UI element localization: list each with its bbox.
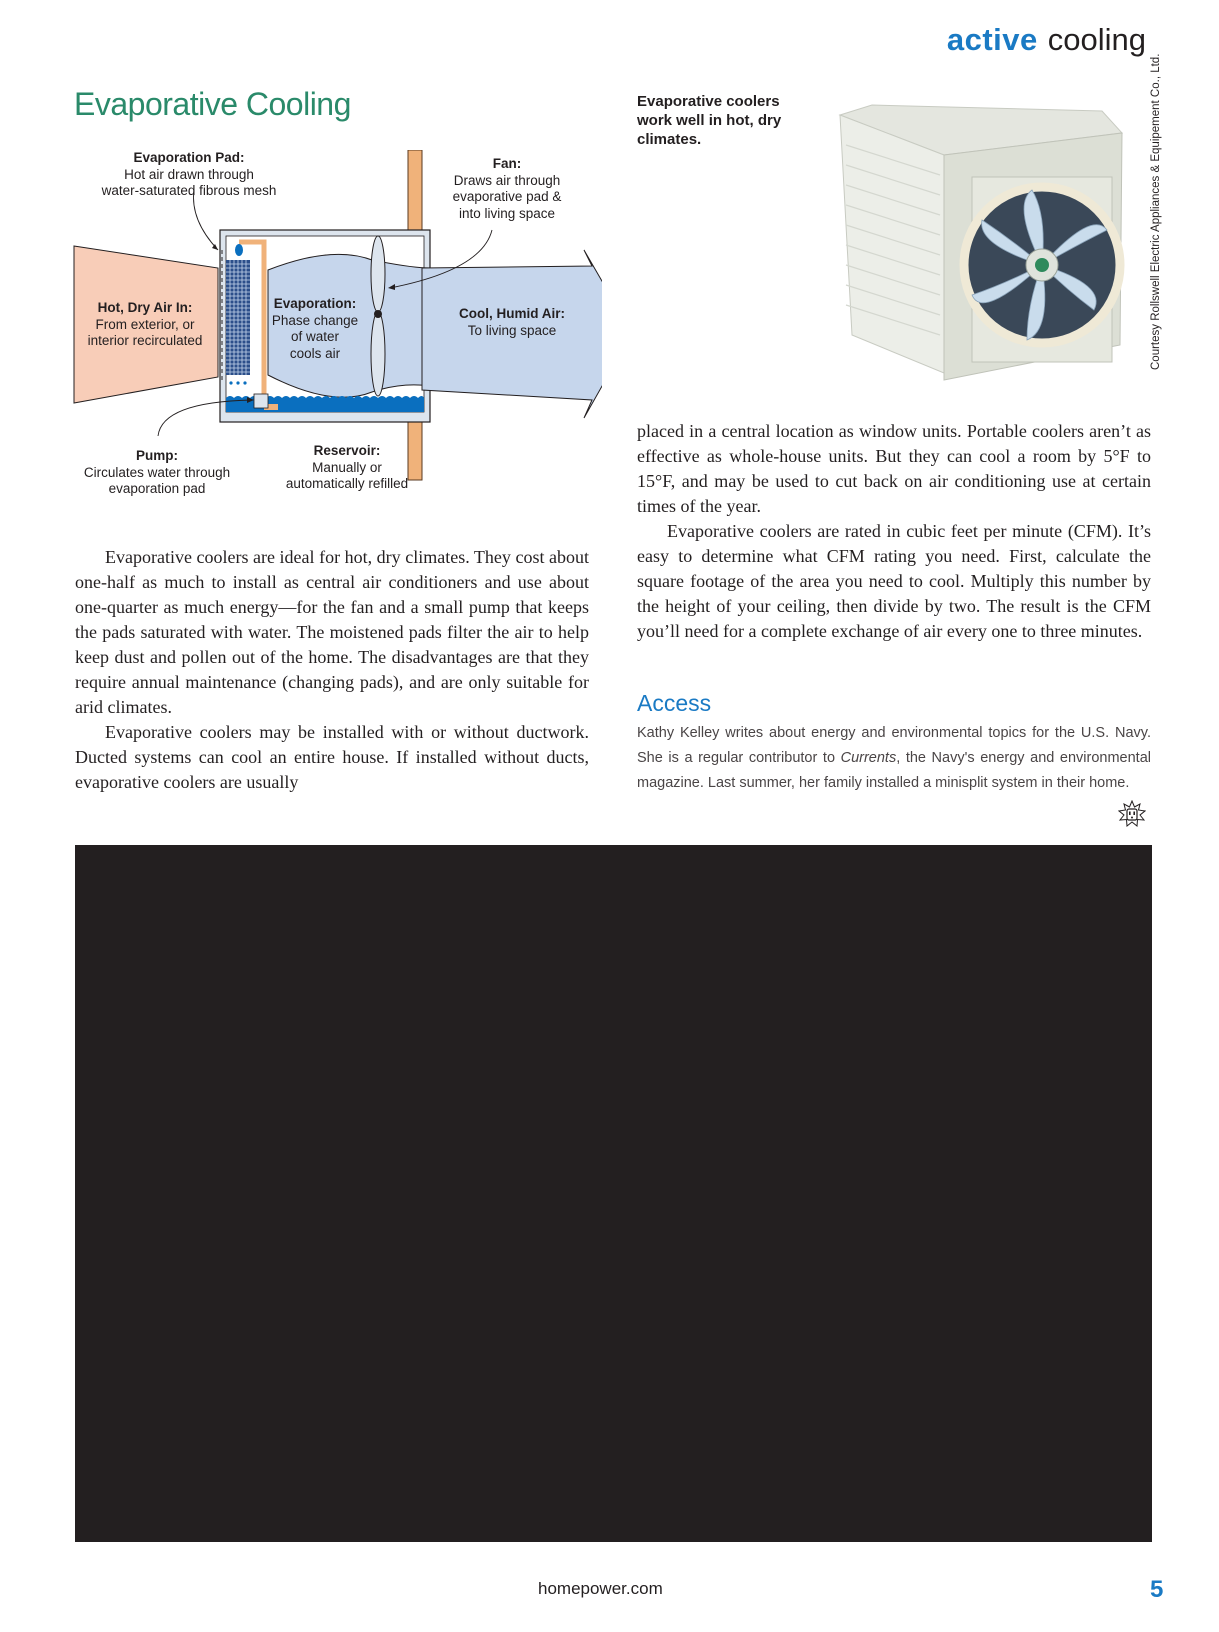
paragraph: Evaporative coolers are rated in cubic feet per minute (CFM). It’s easy to determine what CFM rating you need. First, calculate the square footage of the area you need to cool. Multiply this number by the height of your ceiling, then divide by two. The result is the CFM you’ll need for a complete exchange of air every one to three minutes. [637,521,1151,641]
pump-label-line2: evaporation pad [108,481,206,496]
water-drop [235,244,243,256]
body-column-left [75,545,589,795]
pad-label [84,150,294,200]
evaporation-label [260,296,370,362]
evaporation-label-line3: cools air [289,345,341,361]
pump-label-line1: Circulates water through [83,464,231,480]
body-column-right [637,419,1151,644]
reservoir-label-line1: Manually or [312,459,382,475]
pad-label-title: Evaporation Pad: [133,150,245,165]
pad-drips [229,381,246,384]
pump-label [72,448,242,498]
section-keyword: active [946,22,1038,57]
wall-upper [408,150,422,230]
fan-label-line2: evaporative pad & [452,189,562,204]
page-number: 5 [1150,1576,1164,1603]
fan-blade-bottom [371,312,385,396]
fan-hub [374,310,382,318]
photo-credit-text: Courtesy Rollswell Electric Appliances & Equipement Co., Ltd. [1150,53,1162,370]
evaporation-pad-grid [226,260,250,375]
footer-url[interactable]: homepower.com [538,1579,663,1598]
hot-air-label-line2: interior recirculated [87,333,203,348]
author-bio-text: Kathy Kelley writes about energy and environmental topics for the U.S. Navy. She is a regular contributor to [637,725,1151,766]
evaporation-label-line1: Phase change [271,312,359,328]
fan-blade-top [371,236,385,312]
photo-credit [1147,53,1167,380]
evaporative-cooling-diagram [72,150,602,510]
sun-outlet-icon [1118,800,1146,828]
hot-air-label-title: Hot, Dry Air In: [97,300,193,315]
evaporative-cooler-photo [832,95,1132,390]
section-header [947,22,1146,58]
cooler-illustration [832,95,1132,390]
article-title: Evaporative Cooling [74,86,351,122]
author-bio-text-end: , the Navy's energy and environmental magazine. Last summer, her family installed a minisplit system in their home. [637,750,1151,791]
evaporation-label-line2: of water [290,329,340,344]
reservoir-label-line2: automatically refilled [285,476,409,491]
fan-label-line3: into living space [458,205,556,221]
section-name: cooling [1047,22,1146,57]
fan-label [432,156,582,222]
photo-caption: Evaporative coolers work well in hot, dry climates. [637,93,782,148]
reservoir-label-title: Reservoir: [313,443,381,458]
cool-air-label-line1: To living space [467,322,557,338]
pump-box [254,394,268,408]
paragraph: Evaporative coolers are ideal for hot, dry climates. They cost about one-half as much to install as central air conditioners and use about one-quarter as much energy—for the fan and a small pump that keeps the pads saturated with water. The moistened pads filter the air to help keep dust and pollen out of the home. The disadvantages are that they require annual maintenance (changing pads), and are only suitable for arid climates. [75,547,589,717]
reservoir-label [272,443,422,493]
fan-label-title: Fan: [492,156,522,171]
cool-air-label-title: Cool, Humid Air: [459,306,565,321]
magazine-name: Currents [840,750,897,766]
evaporation-label-title: Evaporation: [273,296,357,311]
hot-air-label-line1: From exterior, or [95,316,195,332]
fan-label-line1: Draws air through [453,172,561,188]
pad-label-line2: water-saturated fibrous mesh [101,183,277,198]
dark-image-block [75,845,1152,1542]
paragraph: placed in a central location as window units. Portable coolers aren’t as effective as whole-house units. But they can cool a room by 5°F to 15°F, and may be used to cut back on air conditioning use at certain times of the year. [637,421,1151,516]
cool-air-label [442,306,582,339]
author-bio [637,721,1151,796]
pump-label-title: Pump: [136,448,178,463]
access-heading: Access [637,690,712,716]
pad-label-line1: Hot air drawn through [124,166,254,182]
hot-air-label [72,300,218,350]
paragraph: Evaporative coolers may be installed with or without ductwork. Ducted systems can cool an entire house. If installed without ducts, evaporative coolers are usually [75,722,589,792]
